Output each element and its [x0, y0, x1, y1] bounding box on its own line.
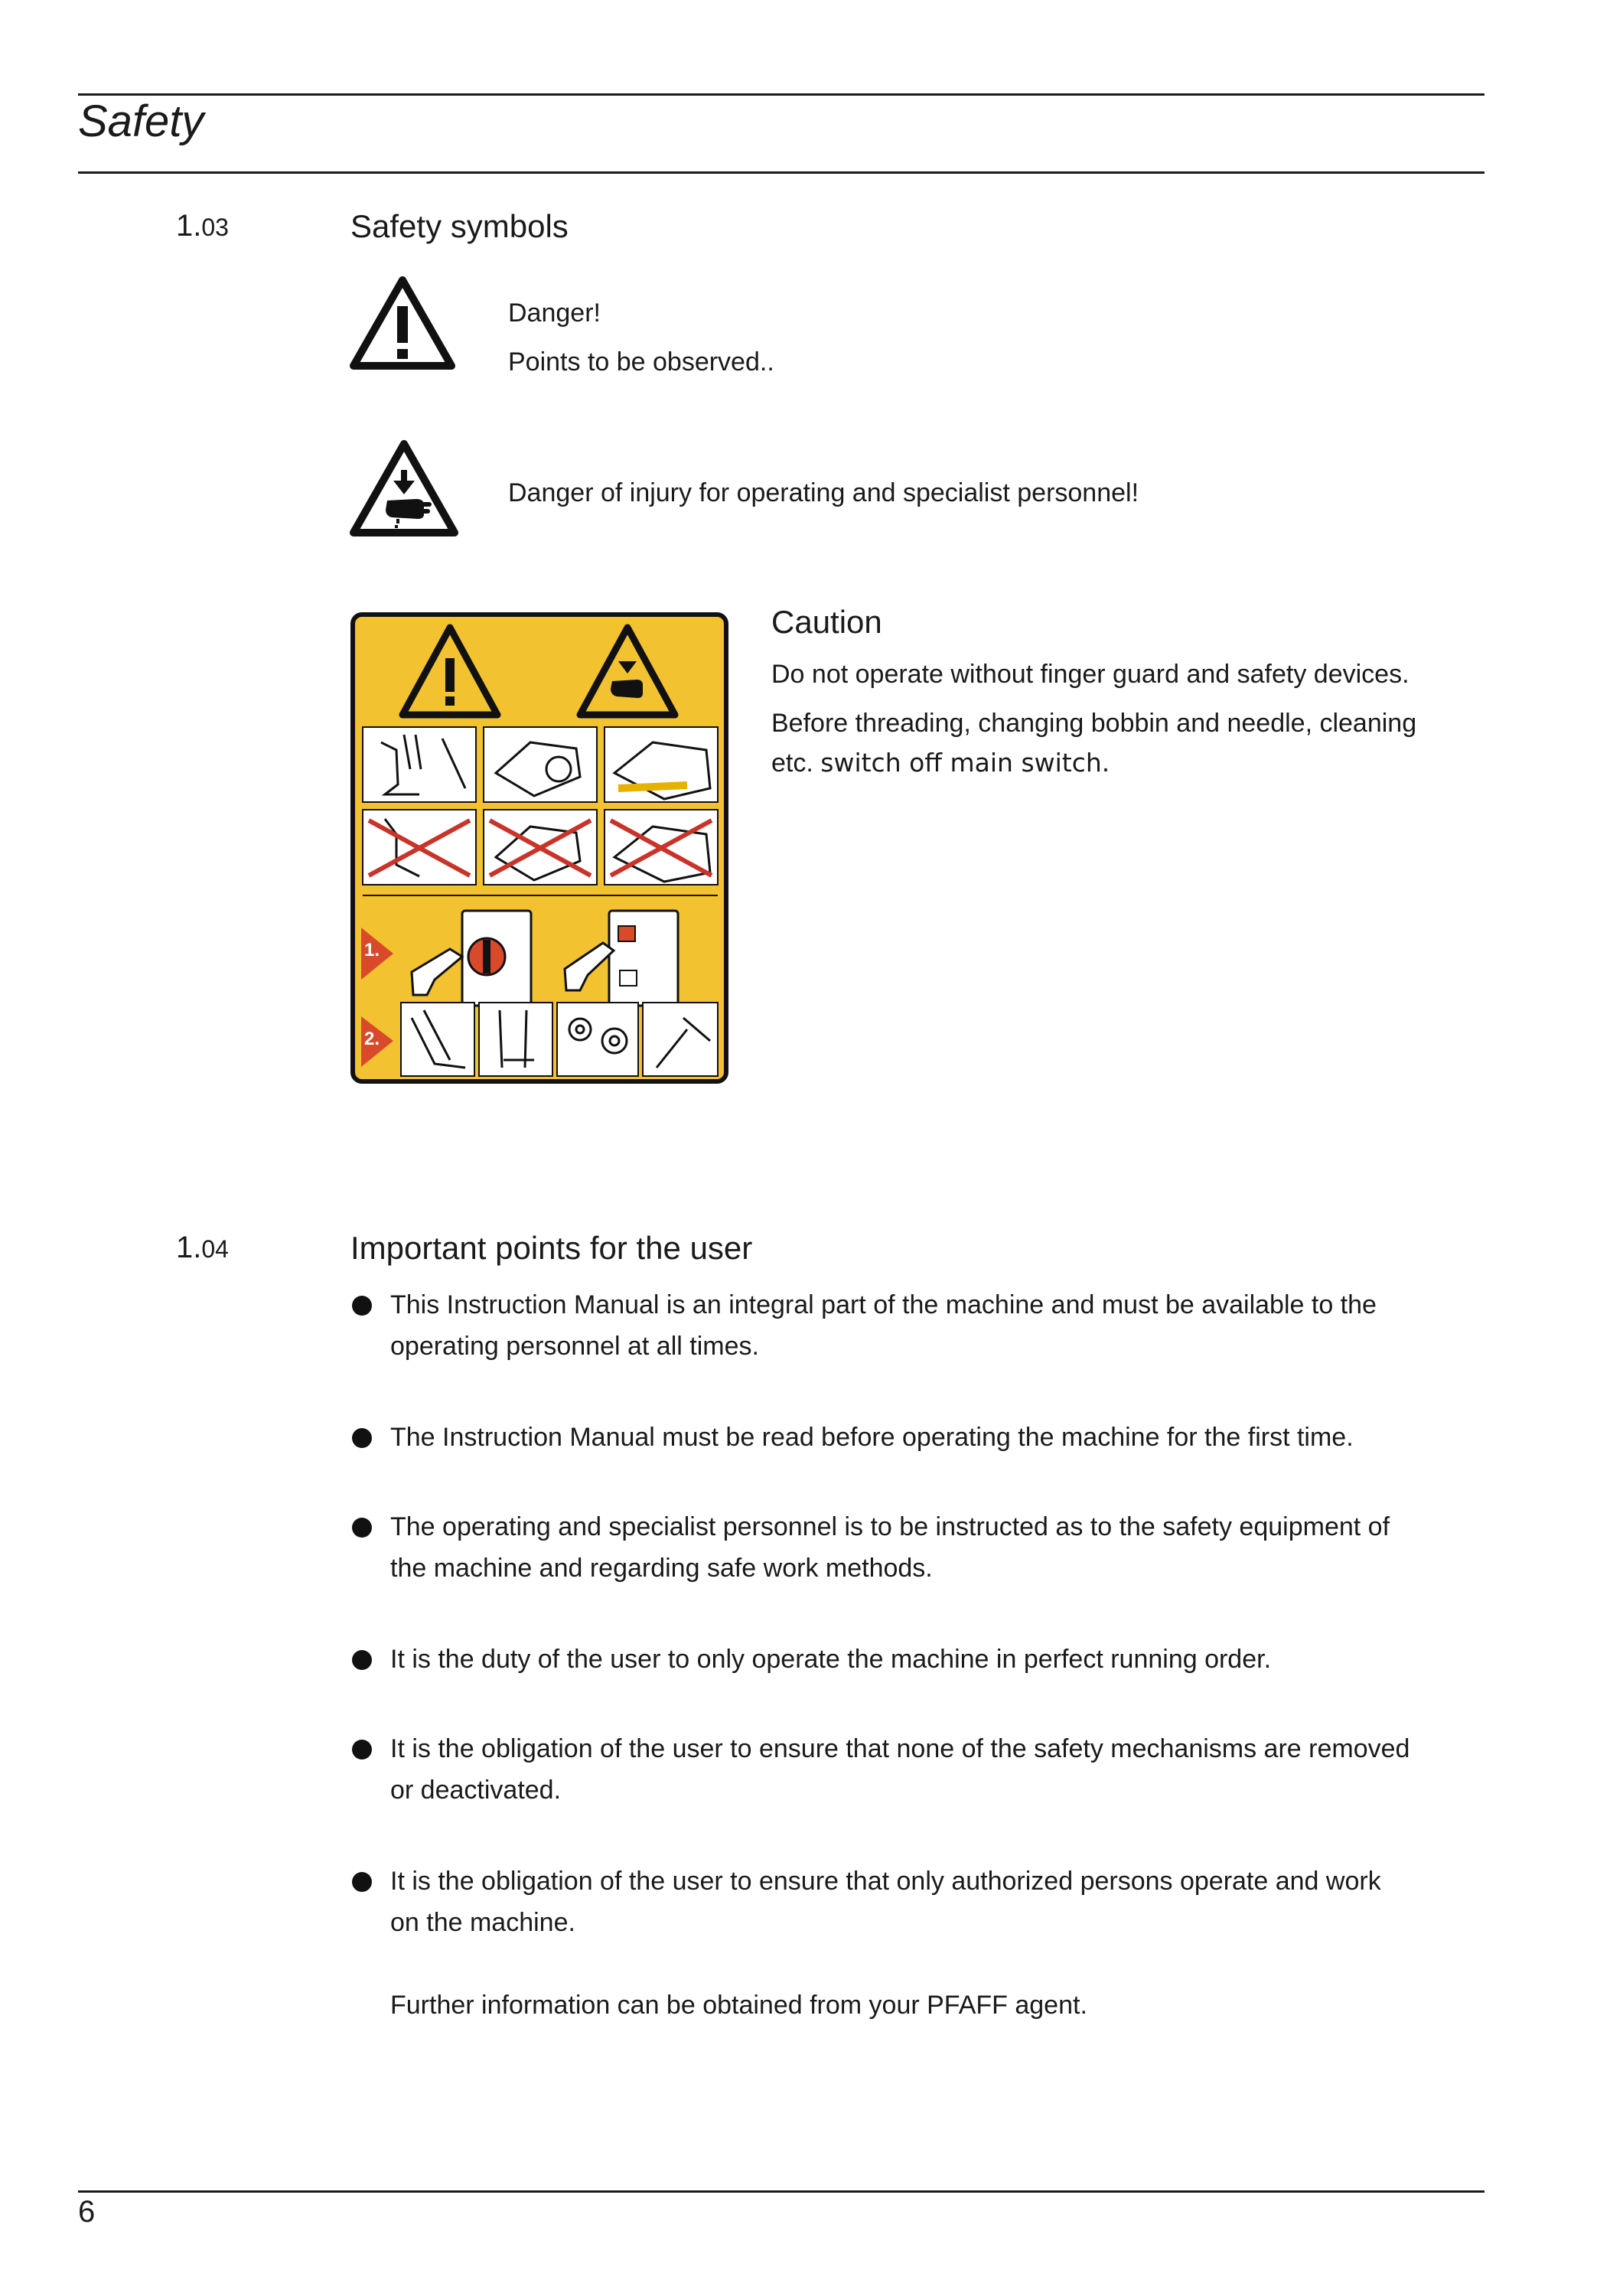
- warning-exclamation-icon: [349, 274, 456, 372]
- caution-emphasis: switch off main switch.: [820, 748, 1110, 778]
- bullet-dot: [352, 1872, 372, 1892]
- symbol-injury-text: Danger of injury for operating and specialist personnel!: [508, 478, 1139, 507]
- bullet-item: It is the obligation of the user to ensure that none of the safety mechanisms are removed or deactivated.: [390, 1734, 1410, 1805]
- header-top-rule: [78, 93, 1484, 96]
- bullet-dot: [352, 1740, 372, 1760]
- bullet-dot: [352, 1518, 372, 1538]
- closing-note: Further information can be obtained from your PFAFF agent.: [390, 1991, 1087, 2020]
- page-header-title: Safety: [78, 96, 204, 146]
- bullet-dot: [352, 1650, 372, 1670]
- caution-label: [350, 612, 728, 1084]
- caution-text: Do not operate without finger guard and safety devices. Before threading, changing bobbin and needle, cleaning etc. switch off main switch.: [771, 660, 1417, 778]
- label-step-1: 1.: [364, 940, 380, 960]
- section-title-important-points: Important points for the user: [350, 1230, 753, 1266]
- footer-rule: [78, 2190, 1484, 2193]
- bullet-item: It is the duty of the user to only operate the machine in perfect running order.: [390, 1645, 1272, 1674]
- label-step-2: 2.: [364, 1029, 380, 1049]
- section-number-1-03: 1.03: [176, 209, 229, 243]
- header-bottom-rule: [78, 171, 1484, 174]
- bullet-item: This Instruction Manual is an integral part of the machine and must be available to the operating personnel at all times.: [390, 1290, 1377, 1361]
- symbol-danger-text: Danger! Points to be observed..: [508, 298, 774, 377]
- page-number: 6: [78, 2195, 96, 2229]
- hand-injury-warning-icon: [349, 438, 459, 539]
- bullet-item: It is the obligation of the user to ensure that only authorized persons operate and work on the machine.: [390, 1867, 1381, 1937]
- bullet-item: The operating and specialist personnel is to be instructed as to the safety equipment of the machine and regarding safe work methods.: [390, 1512, 1390, 1583]
- caution-title: Caution: [771, 604, 882, 640]
- caution-label-graphic: [350, 612, 728, 1084]
- section-number-1-04: 1.04: [176, 1231, 229, 1264]
- bullet-dot: [352, 1296, 372, 1316]
- section-title-safety-symbols: Safety symbols: [350, 208, 569, 244]
- bullet-dot: [352, 1428, 372, 1448]
- bullet-item: The Instruction Manual must be read before operating the machine for the first time.: [390, 1423, 1354, 1452]
